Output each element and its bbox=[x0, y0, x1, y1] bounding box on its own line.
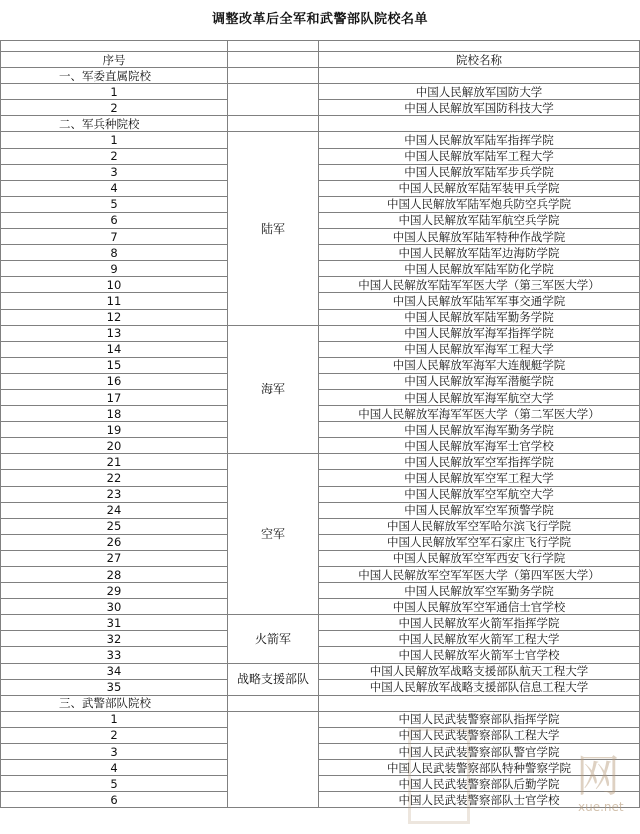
table-row bbox=[1, 776, 640, 792]
row-index: 10 bbox=[1, 277, 228, 293]
section-heading-row bbox=[1, 68, 640, 84]
row-index: 24 bbox=[1, 502, 228, 518]
row-index: 18 bbox=[1, 406, 228, 422]
row-index: 4 bbox=[1, 760, 228, 776]
table-row bbox=[1, 679, 640, 695]
document-title: 调整改革后全军和武警部队院校名单 bbox=[211, 12, 428, 27]
school-name: 中国人民解放军空军通信士官学校 bbox=[319, 599, 640, 615]
watermark-url: xue.net bbox=[578, 800, 624, 814]
row-index: 20 bbox=[1, 438, 228, 454]
header-name: 院校名称 bbox=[319, 52, 640, 68]
table-row bbox=[1, 212, 640, 228]
school-name: 中国人民武装警察部队后勤学院 bbox=[319, 776, 640, 792]
school-name: 中国人民解放军陆军炮兵防空兵学院 bbox=[319, 196, 640, 212]
section-name-cell bbox=[319, 116, 640, 132]
table-row bbox=[1, 148, 640, 164]
row-index: 14 bbox=[1, 341, 228, 357]
section-name-cell bbox=[319, 68, 640, 84]
blank-cell bbox=[228, 41, 319, 52]
school-name: 中国人民解放军海军军医大学（第二军医大学） bbox=[319, 406, 640, 422]
school-name: 中国人民解放军战略支援部队信息工程大学 bbox=[319, 679, 640, 695]
branch-label: 空军 bbox=[228, 454, 319, 615]
school-name: 中国人民解放军空军石家庄飞行学院 bbox=[319, 534, 640, 550]
section-heading: 二、军兵种院校 bbox=[1, 116, 228, 132]
school-name: 中国人民解放军空军航空大学 bbox=[319, 486, 640, 502]
school-name: 中国人民解放军空军指挥学院 bbox=[319, 454, 640, 470]
blank-cell bbox=[1, 41, 228, 52]
section-heading: 三、武警部队院校 bbox=[1, 695, 228, 711]
table-row bbox=[1, 196, 640, 212]
watermark-char: 网 bbox=[576, 751, 620, 802]
school-name: 中国人民解放军海军工程大学 bbox=[319, 341, 640, 357]
table-row bbox=[1, 373, 640, 389]
row-index: 11 bbox=[1, 293, 228, 309]
row-index: 1 bbox=[1, 711, 228, 727]
blank-row bbox=[1, 41, 640, 52]
table-row bbox=[1, 164, 640, 180]
school-name: 中国人民解放军陆军军事交通学院 bbox=[319, 293, 640, 309]
school-name: 中国人民解放军空军预警学院 bbox=[319, 502, 640, 518]
row-index: 4 bbox=[1, 180, 228, 196]
row-index: 3 bbox=[1, 164, 228, 180]
school-name: 中国人民解放军陆军装甲兵学院 bbox=[319, 180, 640, 196]
table-body bbox=[1, 41, 640, 808]
school-name: 中国人民解放军海军大连舰艇学院 bbox=[319, 357, 640, 373]
school-name: 中国人民解放军陆军指挥学院 bbox=[319, 132, 640, 148]
table-row bbox=[1, 325, 640, 341]
table-row bbox=[1, 711, 640, 727]
school-name: 中国人民解放军陆军航空兵学院 bbox=[319, 212, 640, 228]
section-heading-row bbox=[1, 116, 640, 132]
table-row bbox=[1, 132, 640, 148]
school-name: 中国人民解放军空军工程大学 bbox=[319, 470, 640, 486]
school-name: 中国人民解放军空军西安飞行学院 bbox=[319, 550, 640, 566]
section-name-cell bbox=[319, 695, 640, 711]
school-name: 中国人民解放军空军勤务学院 bbox=[319, 583, 640, 599]
header-row bbox=[1, 52, 640, 68]
row-index: 30 bbox=[1, 599, 228, 615]
row-index: 7 bbox=[1, 229, 228, 245]
row-index: 16 bbox=[1, 373, 228, 389]
row-index: 26 bbox=[1, 534, 228, 550]
branch-label: 海军 bbox=[228, 325, 319, 454]
section-heading: 一、军委直属院校 bbox=[1, 68, 228, 84]
table-row bbox=[1, 84, 640, 100]
section-branch-cell bbox=[228, 68, 319, 84]
school-name: 中国人民解放军国防大学 bbox=[319, 84, 640, 100]
table-row bbox=[1, 631, 640, 647]
school-name: 中国人民解放军陆军步兵学院 bbox=[319, 164, 640, 180]
table-row bbox=[1, 727, 640, 743]
table-row bbox=[1, 647, 640, 663]
row-index: 2 bbox=[1, 727, 228, 743]
school-name: 中国人民武装警察部队士官学校 bbox=[319, 792, 640, 808]
row-index: 1 bbox=[1, 132, 228, 148]
header-index: 序号 bbox=[1, 52, 228, 68]
table-row bbox=[1, 261, 640, 277]
row-index: 25 bbox=[1, 518, 228, 534]
branch-label: 火箭军 bbox=[228, 615, 319, 663]
academy-list-table bbox=[0, 40, 640, 808]
school-name: 中国人民解放军空军军医大学（第四军医大学） bbox=[319, 567, 640, 583]
blank-cell bbox=[319, 41, 640, 52]
table-row bbox=[1, 792, 640, 808]
table-row bbox=[1, 406, 640, 422]
row-index: 9 bbox=[1, 261, 228, 277]
school-name: 中国人民解放军陆军工程大学 bbox=[319, 148, 640, 164]
table-row bbox=[1, 663, 640, 679]
row-index: 5 bbox=[1, 776, 228, 792]
table-row bbox=[1, 486, 640, 502]
table-row bbox=[1, 550, 640, 566]
row-index: 33 bbox=[1, 647, 228, 663]
table-row bbox=[1, 599, 640, 615]
branch-cell bbox=[228, 84, 319, 116]
header-branch bbox=[228, 52, 319, 68]
school-name: 中国人民解放军陆军防化学院 bbox=[319, 261, 640, 277]
table-row bbox=[1, 502, 640, 518]
school-name: 中国人民解放军海军航空大学 bbox=[319, 389, 640, 405]
row-index: 12 bbox=[1, 309, 228, 325]
row-index: 27 bbox=[1, 550, 228, 566]
row-index: 17 bbox=[1, 389, 228, 405]
section-branch-cell bbox=[228, 116, 319, 132]
table-row bbox=[1, 583, 640, 599]
table-row bbox=[1, 567, 640, 583]
table-row bbox=[1, 534, 640, 550]
row-index: 1 bbox=[1, 84, 228, 100]
school-name: 中国人民解放军空军哈尔滨飞行学院 bbox=[319, 518, 640, 534]
row-index: 19 bbox=[1, 422, 228, 438]
row-index: 34 bbox=[1, 663, 228, 679]
row-index: 3 bbox=[1, 744, 228, 760]
row-index: 2 bbox=[1, 100, 228, 116]
row-index: 28 bbox=[1, 567, 228, 583]
table-row bbox=[1, 277, 640, 293]
school-name: 中国人民解放军国防科技大学 bbox=[319, 100, 640, 116]
school-name: 中国人民解放军火箭军工程大学 bbox=[319, 631, 640, 647]
row-index: 6 bbox=[1, 792, 228, 808]
school-name: 中国人民解放军海军勤务学院 bbox=[319, 422, 640, 438]
school-name: 中国人民解放军陆军特种作战学院 bbox=[319, 229, 640, 245]
table-row bbox=[1, 309, 640, 325]
row-index: 29 bbox=[1, 583, 228, 599]
table-row bbox=[1, 100, 640, 116]
school-name: 中国人民解放军战略支援部队航天工程大学 bbox=[319, 663, 640, 679]
row-index: 8 bbox=[1, 245, 228, 261]
table-row bbox=[1, 389, 640, 405]
table-row bbox=[1, 180, 640, 196]
row-index: 23 bbox=[1, 486, 228, 502]
table-row bbox=[1, 518, 640, 534]
school-name: 中国人民武装警察部队指挥学院 bbox=[319, 711, 640, 727]
row-index: 5 bbox=[1, 196, 228, 212]
school-name: 中国人民解放军陆军勤务学院 bbox=[319, 309, 640, 325]
branch-label: 陆军 bbox=[228, 132, 319, 325]
table-row bbox=[1, 470, 640, 486]
row-index: 31 bbox=[1, 615, 228, 631]
table-row bbox=[1, 293, 640, 309]
table-row bbox=[1, 229, 640, 245]
row-index: 35 bbox=[1, 679, 228, 695]
school-name: 中国人民武装警察部队特种警察学院 bbox=[319, 760, 640, 776]
table-row bbox=[1, 744, 640, 760]
school-name: 中国人民武装警察部队警官学院 bbox=[319, 744, 640, 760]
row-index: 22 bbox=[1, 470, 228, 486]
table-row bbox=[1, 615, 640, 631]
school-name: 中国人民解放军陆军边海防学院 bbox=[319, 245, 640, 261]
school-name: 中国人民解放军海军士官学校 bbox=[319, 438, 640, 454]
row-index: 21 bbox=[1, 454, 228, 470]
table-row bbox=[1, 454, 640, 470]
row-index: 15 bbox=[1, 357, 228, 373]
row-index: 32 bbox=[1, 631, 228, 647]
row-index: 13 bbox=[1, 325, 228, 341]
table-row bbox=[1, 357, 640, 373]
school-name: 中国人民解放军陆军军医大学（第三军医大学） bbox=[319, 277, 640, 293]
section-branch-cell bbox=[228, 695, 319, 711]
section-heading-row bbox=[1, 695, 640, 711]
table-row bbox=[1, 245, 640, 261]
school-name: 中国人民解放军火箭军指挥学院 bbox=[319, 615, 640, 631]
school-name: 中国人民武装警察部队工程大学 bbox=[319, 727, 640, 743]
table-row bbox=[1, 438, 640, 454]
school-name: 中国人民解放军海军指挥学院 bbox=[319, 325, 640, 341]
school-name: 中国人民解放军火箭军士官学校 bbox=[319, 647, 640, 663]
table-row bbox=[1, 341, 640, 357]
table-row bbox=[1, 422, 640, 438]
school-name: 中国人民解放军海军潜艇学院 bbox=[319, 373, 640, 389]
branch-cell bbox=[228, 711, 319, 808]
row-index: 2 bbox=[1, 148, 228, 164]
table-row bbox=[1, 760, 640, 776]
branch-label: 战略支援部队 bbox=[228, 663, 319, 695]
row-index: 6 bbox=[1, 212, 228, 228]
